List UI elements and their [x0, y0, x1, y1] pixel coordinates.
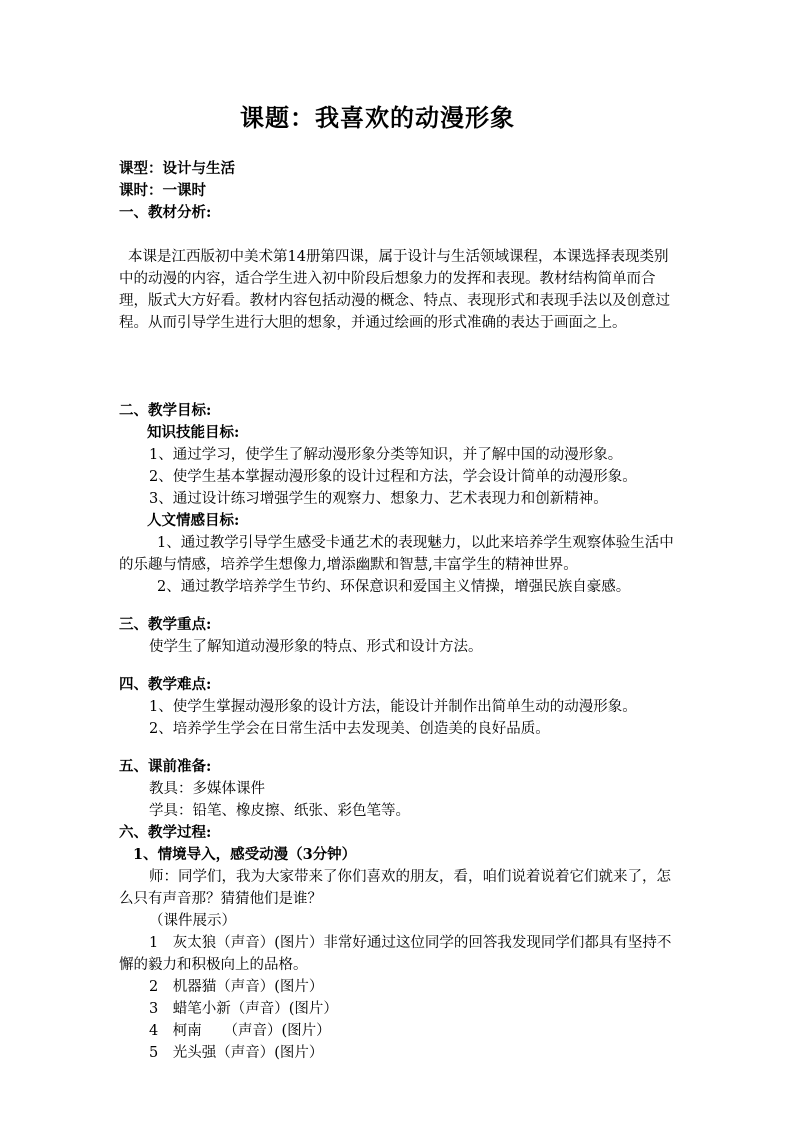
objective-item: 2、使学生基本掌握动漫形象的设计过程和方法，学会设计简单的动漫形象。 — [149, 469, 637, 485]
objective-item: 1、通过教学引导学生感受卡通艺术的表现魅力，以此来培养学生观察体验生活中的乐趣与情感，培养学生想像力,增添幽默和智慧,丰富学生的精神世界。 — [119, 535, 674, 573]
section-heading: 三、教学重点: — [119, 616, 212, 633]
character-item: 5 光头强（声音）(图片） — [149, 1045, 324, 1061]
section-heading: 五、课前准备: — [119, 758, 212, 775]
section-heading: 六、教学过程: — [119, 824, 212, 841]
course-type: 课型：设计与生活 — [119, 160, 235, 177]
objective-item: 3、通过设计练习增强学生的观察力、想象力、艺术表现力和创新精神。 — [149, 491, 608, 507]
courseware-note: （课件展示） — [149, 913, 236, 929]
character-item: 3 蜡笔小新（声音）(图片） — [149, 1001, 338, 1017]
teacher-dialogue: 师：同学们，我为大家带来了你们喜欢的朋友，看，咱们说着说着它们就来了，怎么只有声音那？猜猜他们是谁？ — [119, 869, 671, 907]
character-item: 2 机器猫（声音）(图片） — [149, 979, 324, 995]
course-time: 课时：一课时 — [119, 182, 206, 199]
section-heading: 二、教学目标: — [119, 402, 212, 419]
difficulty-item: 1、使学生掌握动漫形象的设计方法，能设计并制作出简单生动的动漫形象。 — [149, 699, 637, 715]
section-heading: 一、教材分析: — [119, 204, 212, 221]
teaching-aids: 教具：多媒体课件 — [149, 781, 265, 797]
difficulty-item: 2、培养学生学会在日常生活中去发现美、创造美的良好品质。 — [149, 721, 550, 737]
objective-item: 2、通过教学培养学生节约、环保意识和爱国主义情操，增强民族自豪感。 — [157, 579, 631, 595]
step-heading: 1、情境导入，感受动漫（3分钟） — [133, 846, 357, 863]
page-title: 课题：我喜欢的动漫形象 — [240, 103, 515, 132]
sub-heading: 人文情感目标: — [147, 512, 240, 529]
student-materials: 学具：铅笔、橡皮擦、纸张、彩色笔等。 — [149, 803, 410, 819]
material-analysis-paragraph: 本课是江西版初中美术第14册第四课，属于设计与生活领域课程，本课选择表现类别中的动漫的内容，适合学生进入初中阶段后想象力的发挥和表现。教材结构简单而合理，版式大方好看。教材内容包括动漫的概念、特点、表现形式和表现手法以及创意过程。从而引导学生进行大胆的想象，并通过绘画的形式准确的表达于画面之上。 — [119, 249, 670, 331]
sub-heading: 知识技能目标: — [147, 424, 240, 441]
character-item: 1 灰太狼（声音）(图片）非常好通过这位同学的回答我发现同学们都具有坚持不懈的毅力和积极向上的品格。 — [119, 935, 672, 973]
key-point-text: 使学生了解知道动漫形象的特点、形式和设计方法。 — [149, 639, 483, 655]
character-item: 4 柯南 （声音）(图片） — [149, 1023, 331, 1039]
document-body — [119, 158, 679, 1064]
objective-item: 1、通过学习，使学生了解动漫形象分类等知识，并了解中国的动漫形象。 — [149, 447, 623, 463]
section-heading: 四、教学难点: — [119, 676, 212, 693]
